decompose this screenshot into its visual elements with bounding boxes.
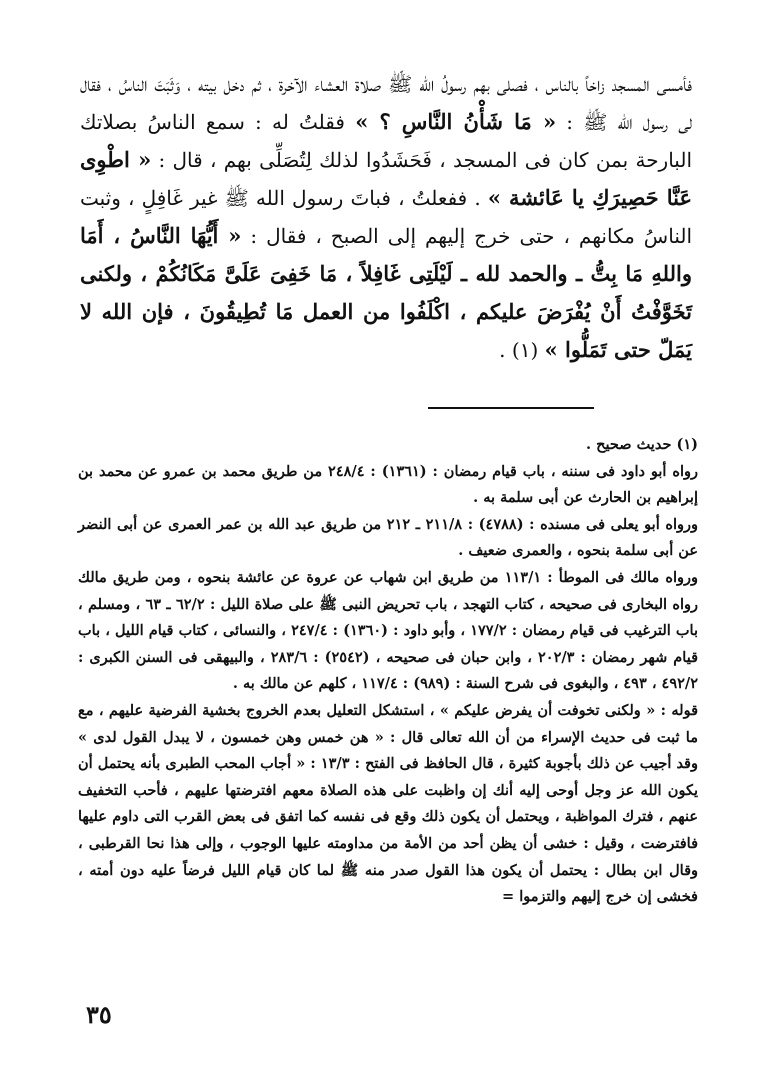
footnote-paragraph: رواه أبو داود فى سننه ، باب قيام رمضان : (١٣٦١) : ٢٤٨/٤ من طريق محمد بن عمرو عن محمد بن إبراهيم بن الحارث عن أبى سلمة به . [78, 462, 698, 507]
footnote-paragraph: قوله : « ولكنى تخوفت أن يفرض عليكم » ، استشكل التعليل بعدم الخروج بخشية الفرضية عليهم ، مع ما ثبت فى حديث الإسراء من أن الله تعالى قال : « هن خمس وهن خمسون ، لا يبدل القول لدى » وقد أجيب عن ذلك بأجوبة كثيرة ، قال الحافظ فى الفتح : ١٣/٣ : « أجاب المحب الطبرى بأنه يحتمل أن يكون الله عز وجل أوحى إليه أنك إن واظبت على هذه الصلاة معهم افترضتها عليهم ، فأحب التخفيف عنهم ، فترك المواظبة ، ويحتمل أن يكون ذلك وقع فى نفسه كما اتفق فى بعض القرب التى داوم عليها فافترضت ، وقيل : خشى أن يظن أحد من الأمة من مداومته عليها الوجوب ، وإلى هذا نحا القرطبى ، وقال ابن بطال : يحتمل أن يكون هذا القول صدر منه ﷺ لما كان قيام الليل فرضاً عليه دون أمته ، فخشى إن خرج إليهم والتزموا = [78, 701, 698, 906]
footnote-reference: (١) . [499, 338, 545, 362]
main-text-block [80, 66, 692, 369]
footnote-paragraph: ورواه مالك فى الموطأ : ١١٣/١ من طريق ابن شهاب عن عروة عن عائشة بنحوه ، ومن طريق مالك رواه البخارى فى صحيحه ، كتاب التهجد ، باب تحريض النبى ﷺ على صلاة الليل : ٦٢/٢ ـ ٦٣ ، ومسلم ، باب الترغيب فى قيام رمضان : ١٧٧/٢ ، وأبو داود : (١٣٦٠) : ٢٤٧/٤ ، والنسائى ، كتاب قيام الليل ، باب قيام شهر رمضان : ٢٠٢/٣ ، وابن حبان فى صحيحه ، (٢٥٤٢) : ٢٨٣/٦ ، والبيهقى فى السنن الكبرى : ٤٩٢/٢ ، ٤٩٣ ، والبغوى فى شرح السنة : (٩٨٩) : ١١٧/٤ ، كلهم عن مالك به . [78, 568, 699, 693]
footnotes-block [78, 432, 698, 911]
hadith-quote: « أَيُّهَا النَّاسُ ، أَمَا واللهِ مَا بِتُّ ـ والحمد لله ـ لَيْلَتِى غَافِلاً ، مَا خَفِىَ عَلَىَّ مَكَانُكُمْ ، ولكنى تَخَوَّفْتُ أَنْ يُفْرَضَ عليكم ، اكْلَفُوا من العمل مَا تُطِيقُونَ ، فإن الله لا يَمَلّ حتى تَمَلُّوا » [80, 223, 692, 362]
hadith-quote: « اطْوِى عَنَّا حَصِيرَكِ يا عَائشة » [80, 147, 692, 210]
footnote-paragraph: ورواه أبو يعلى فى مسنده : (٤٧٨٨) : ٢١١/٨ ـ ٢١٢ من طريق عبد الله بن عمر العمرى عن أبى النضر عن أبى سلمة بنحوه ، والعمرى ضعيف . [78, 515, 698, 560]
footnote-1-title: (١) حديث صحيح . [586, 436, 698, 453]
page-number: ٣٥ [86, 1000, 112, 1029]
footnote-separator [428, 407, 594, 409]
main-paragraph [80, 66, 692, 369]
narration-text: فأمسى المسجد زاخاً بالناس ، فصلى بهم رسولُ الله ﷺ صلاة العشاء الآخرة ، ثم دخل بيته ، وَثَبَتَ الناسُ ، فقال لى رسول الله ﷺ : [80, 72, 693, 134]
narration-text: فقلتُ له : سمع الناسُ بصلاتك البارحة بمن كان فى المسجد ، فَحَشَدُوا لذلك لِتُصَلِّى بهم ، قال : [80, 110, 692, 172]
narration-text: . ففعلتُ ، فباتَ رسول الله ﷺ غير غَافِلٍ ، وثبت الناسُ مكانهم ، حتى خرج إليهم إلى الصبح ، فقال : [80, 186, 693, 248]
hadith-quote: « مَا شَأْنُ النَّاسِ ؟ » [355, 109, 557, 134]
